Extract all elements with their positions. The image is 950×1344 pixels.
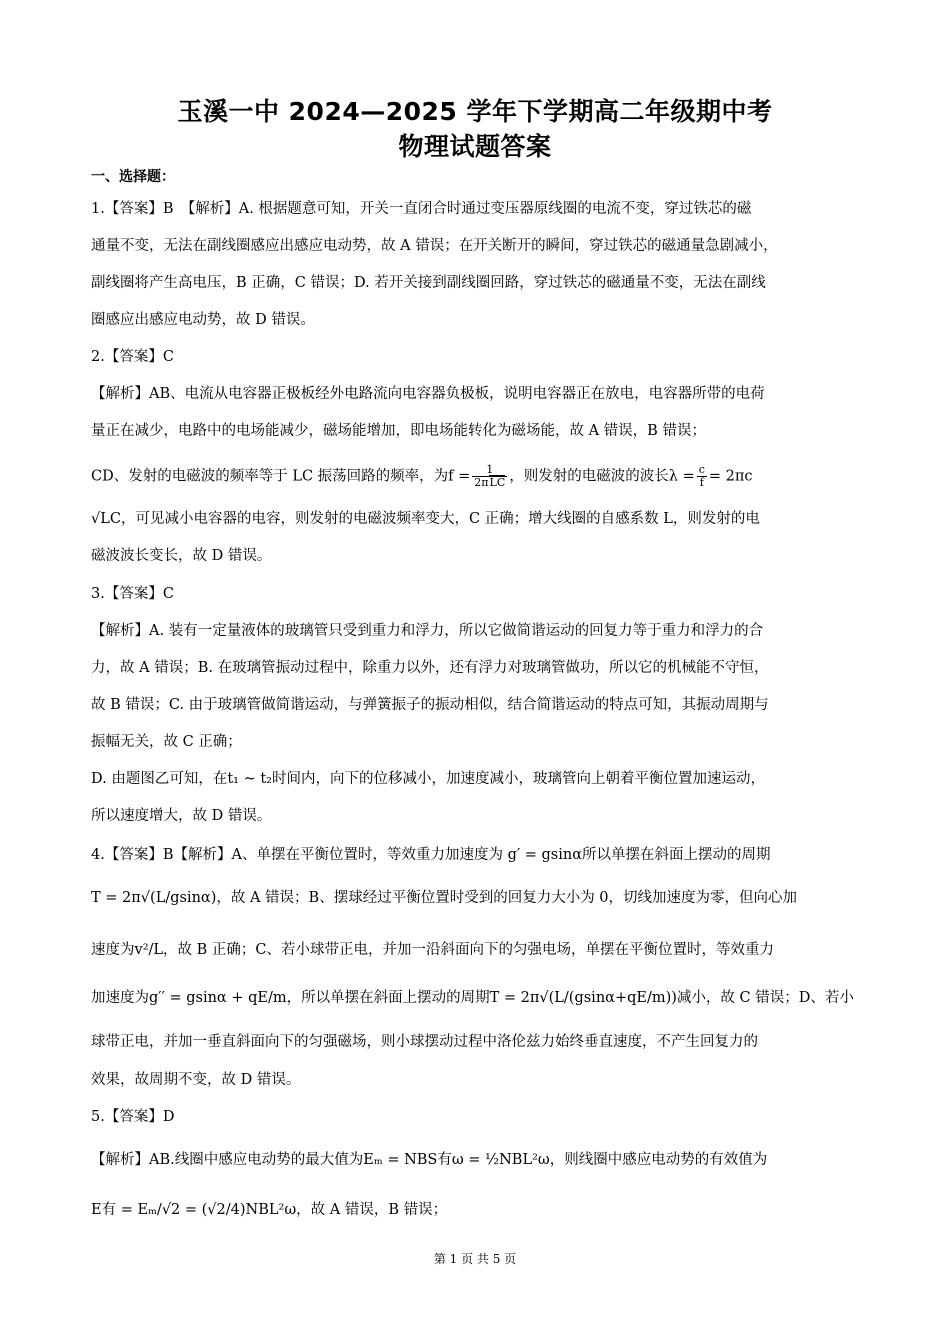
q2-text: ，则发射的电磁波的波长λ = <box>509 468 695 485</box>
document-subtitle: 物理试题答案 <box>398 132 552 161</box>
q3-line: 力，故 A 错误；B. 在玻璃管振动过程中，除重力以外，还有浮力对玻璃管做功，所以它的机械能不守恒， <box>91 660 769 676</box>
q2-text: = 2πc <box>708 468 753 485</box>
q1-line: 通量不变，无法在副线圈感应出感应电动势，故 A 错误；在开关断开的瞬间，穿过铁芯的磁通量急剧减小， <box>91 238 778 254</box>
q3-line: 【解析】A. 装有一定量液体的玻璃管只受到重力和浮力，所以它做简谐运动的回复力等于重力和浮力的合 <box>91 623 764 639</box>
q5-line: 【解析】AB.线圈中感应电动势的最大值为Eₘ = NBS有ω = ½NBL²ω，则线圈中感应电动势的有效值为 <box>91 1152 768 1168</box>
q5-line: E有 = Eₘ/√2 = (√2/4)NBL²ω，故 A 错误，B 错误； <box>91 1202 448 1218</box>
q4-line: 球带正电，并加一垂直斜面向下的匀强磁场，则小球摆动过程中洛伦兹力始终垂直速度，不产生回复力的 <box>91 1034 758 1050</box>
q4-line: 效果，故周期不变，故 D 错误。 <box>91 1072 301 1088</box>
q1-line: 圈感应出感应电动势，故 D 错误。 <box>91 312 315 328</box>
q4-line: 4.【答案】B【解析】A、单摆在平衡位置时，等效重力加速度为 g′ = gsinα所以单摆在斜面上摆动的周期 <box>91 847 771 863</box>
q5-answer: 5.【答案】D <box>91 1109 175 1125</box>
q2-line: √LC，可见减小电容器的电容，则发射的电磁波频率变大，C 正确；增大线圈的自感系数 L，则发射的电 <box>91 511 760 527</box>
q1-line: 1.【答案】B 【解析】A. 根据题意可知，开关一直闭合时通过变压器原线圈的电流不变，穿过铁芯的磁 <box>91 201 752 217</box>
fraction: $\frac{1}{\text{2πLC}}$ <box>474 463 506 489</box>
fraction: $\frac{c}{f}$ <box>698 463 705 489</box>
section-heading: 一、选择题： <box>91 169 175 185</box>
q4-line: T = 2π√(L/gsinα)，故 A 错误；B、摆球经过平衡位置时受到的回复力大小为 0，切线加速度为零，但向心加 <box>91 890 798 906</box>
q2-answer: 2.【答案】C <box>91 349 174 365</box>
q2-line: 磁波波长变长，故 D 错误。 <box>91 548 272 564</box>
q2-line: 量正在减少，电路中的电场能减少，磁场能增加，即电场能转化为磁场能，故 A 错误，B 错误； <box>91 423 706 439</box>
q3-line: 振幅无关，故 C 正确； <box>91 734 242 750</box>
q4-line: 速度为v²/L，故 B 正确；C、若小球带正电，并加一沿斜面向下的匀强电场，单摆在平衡位置时，等效重力 <box>91 942 774 958</box>
q3-line: 所以速度增大，故 D 错误。 <box>91 808 272 824</box>
q3-answer: 3.【答案】C <box>91 586 174 602</box>
q1-line: 副线圈将产生高电压，B 正确，C 错误；D. 若开关接到副线圈回路，穿过铁芯的磁通量不变，无法在副线 <box>91 275 766 291</box>
document-title: 玉溪一中 2024—2025 学年下学期高二年级期中考 <box>177 97 773 126</box>
page-number: 第 1 页 共 5 页 <box>433 1252 517 1266</box>
q2-line: 【解析】AB、电流从电容器正极板经外电路流向电容器负极板，说明电容器正在放电，电容器所带的电荷 <box>91 386 765 402</box>
q2-text: CD、发射的电磁波的频率等于 LC 振荡回路的频率，为f = <box>91 468 471 485</box>
q3-line: D. 由题图乙可知，在t₁ ~ t₂时间内，向下的位移减小，加速度减小，玻璃管向上朝着平衡位置加速运动， <box>91 771 765 787</box>
q2-formula-line <box>91 464 861 489</box>
q4-line: 加速度为g′′ = gsinα + qE/m，所以单摆在斜面上摆动的周期T = 2π√(L/(gsinα+qE/m))减小，故 C 错误；D、若小 <box>91 990 854 1006</box>
q3-line: 故 B 错误；C. 由于玻璃管做简谐运动，与弹簧振子的振动相似，结合简谐运动的特点可知，其振动周期与 <box>91 697 769 713</box>
